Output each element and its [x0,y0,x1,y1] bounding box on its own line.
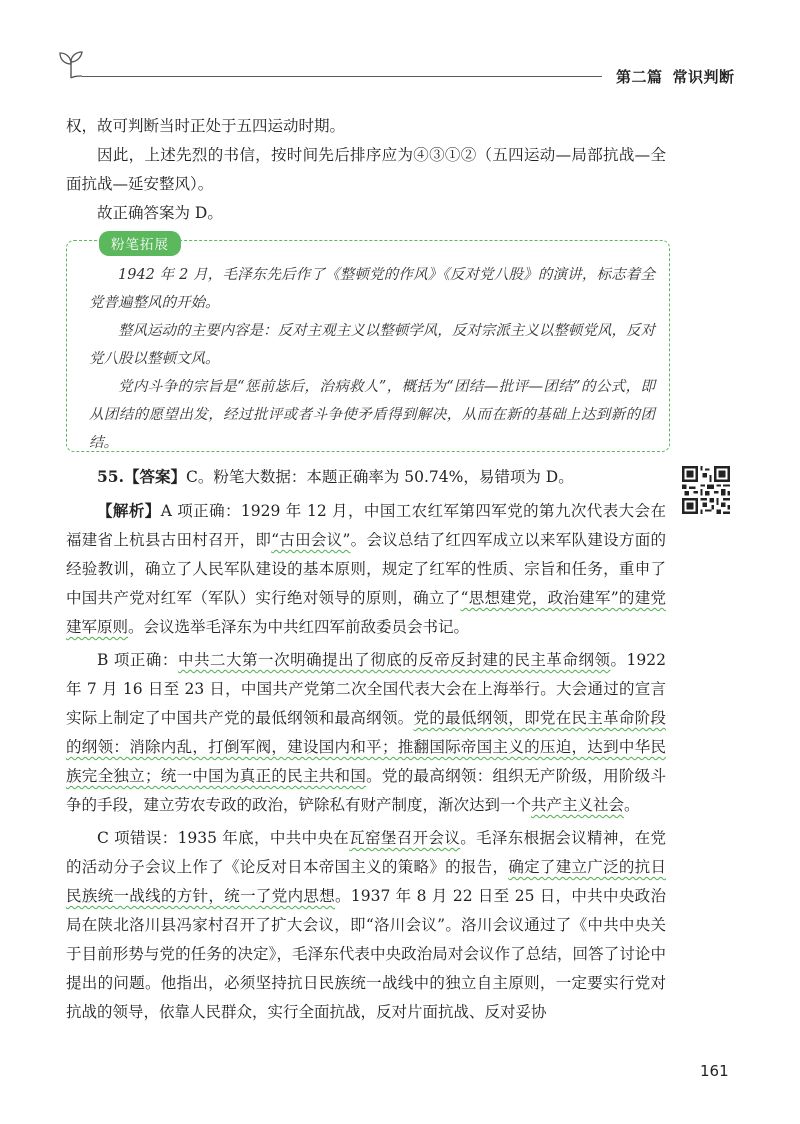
page-header [0,0,800,110]
expansion-paragraph-3: 党内斗争的宗旨是“惩前毖后，治病救人”，概括为“团结—批评—团结”的公式，即从团结的愿望出发，经过批评或者斗争使矛盾得到解决，从而在新的基础上达到新的团结。 [89,379,655,451]
analysis-a-text-1: A 项正确：1929 年 12 月，中国工农红军第四军党的第九次代表大会在福建省上杭县古田村召开，即 [66,502,666,549]
analysis-b-text-1: B 项正确： [97,651,178,669]
analysis-b-highlight-1: 中共二大第一次明确提出了彻底的反帝反封建的民主革命纲领 [177,651,611,669]
analysis-a [66,496,666,642]
paragraph-1: 权，故可判断当时正处于五四运动时期。 [66,117,346,135]
analysis-c-text-1: C 项错误：1935 年底，中共中央在 [97,829,350,847]
analysis-b-text-4: 。 [624,796,640,814]
section-title [616,66,735,87]
analysis-a-highlight-1: “古田会议” [271,531,351,549]
expansion-box [66,237,670,452]
expansion-paragraph-2: 整风运动的主要内容是：反对主观主义以整顿学风，反对宗派主义以整顿党风，反对党八股以整顿文风。 [89,323,655,367]
answer-text: C。粉笔大数据：本题正确率为 50.74%，易错项为 D。 [185,468,574,486]
top-paragraphs [66,112,666,228]
analysis-b-text-2: 。1922 年 7 月 16 日至 23 日，中国共产党第二次全国代表大会在上海举行。大会通过的宣言实际上制定了中国共产党的最低纲领和最高纲领。 [66,651,666,727]
expansion-paragraph-1: 1942 年 2 月，毛泽东先后作了《整顿党的作风》《反对党八股》的演讲，标志着全党普遍整风的开始。 [89,267,655,311]
analysis-c-highlight-1: 瓦窑堡召开会议 [349,829,461,847]
analysis-a-text-3: 。会议选举毛泽东为中共红四军前敌委员会书记。 [128,618,470,636]
qr-code-icon[interactable] [682,466,730,514]
paragraph-2: 因此，上述先烈的书信，按时间先后排序应为④③①②（五四运动—局部抗战—全面抗战—延安整风）。 [66,146,666,193]
expansion-tag: 粉笔拓展 [99,231,181,256]
analysis-label: 【解析】 [97,501,161,520]
part-label: 第二篇 [616,68,663,86]
analysis-b-highlight-3: 共产主义社会 [531,796,625,814]
expansion-body [89,261,655,457]
analysis-b-text-3: 。党的最高纲领：组织无产阶级，用阶级斗争的手段，建立劳农专政的政治，铲除私有财产制度，渐次达到一个 [66,767,666,814]
chapter-label: 常识判断 [672,68,735,86]
analysis-c [66,824,666,1027]
paragraph-3: 故正确答案为 D。 [97,204,223,222]
analysis-a-highlight-2: “思想建党，政治建军”的建党建军原则 [66,589,666,636]
analysis-b [66,646,666,820]
page-number: 161 [700,1062,729,1080]
header-rule [82,76,602,77]
answer-line [66,462,666,492]
answer-section [66,462,666,1031]
analysis-c-highlight-2: 确定了建立广泛的抗日民族统一战线的方针，统一了党内思想 [66,858,666,905]
answer-label: 55.【答案】 [97,467,186,486]
analysis-c-text-2: 。毛泽东根据会议精神，在党的活动分子会议上作了《论反对日本帝国主义的策略》的报告， [66,829,666,876]
analysis-c-text-3: 。1937 年 8 月 22 日至 25 日，中共中央政治局在陕北洛川县冯家村召开了扩大会议，即“洛川会议”。洛川会议通过了《中共中央关于目前形势与党的任务的决定》，毛泽东代表中央政治局对会议作了总结，回答了讨论中提出的问题。他指出，必须坚持抗日民族统一战线中的独立自主原则，一定要实行党对抗战的领导，依靠人民群众，实行全面抗战，反对片面抗战、反对妥协 [66,887,666,1021]
analysis-a-text-2: 。会议总结了红四军成立以来军队建设方面的经验教训，确立了人民军队建设的基本原则，规定了红军的性质、宗旨和任务，重申了中国共产党对红军（军队）实行绝对领导的原则，确立了 [66,531,666,607]
analysis-b-highlight-2: 党的最低纲领，即党在民主革命阶段的纲领：消除内乱，打倒军阀，建设国内和平；推翻国际帝国主义的压迫，达到中华民族完全独立；统一中国为真正的民主共和国 [66,709,666,785]
